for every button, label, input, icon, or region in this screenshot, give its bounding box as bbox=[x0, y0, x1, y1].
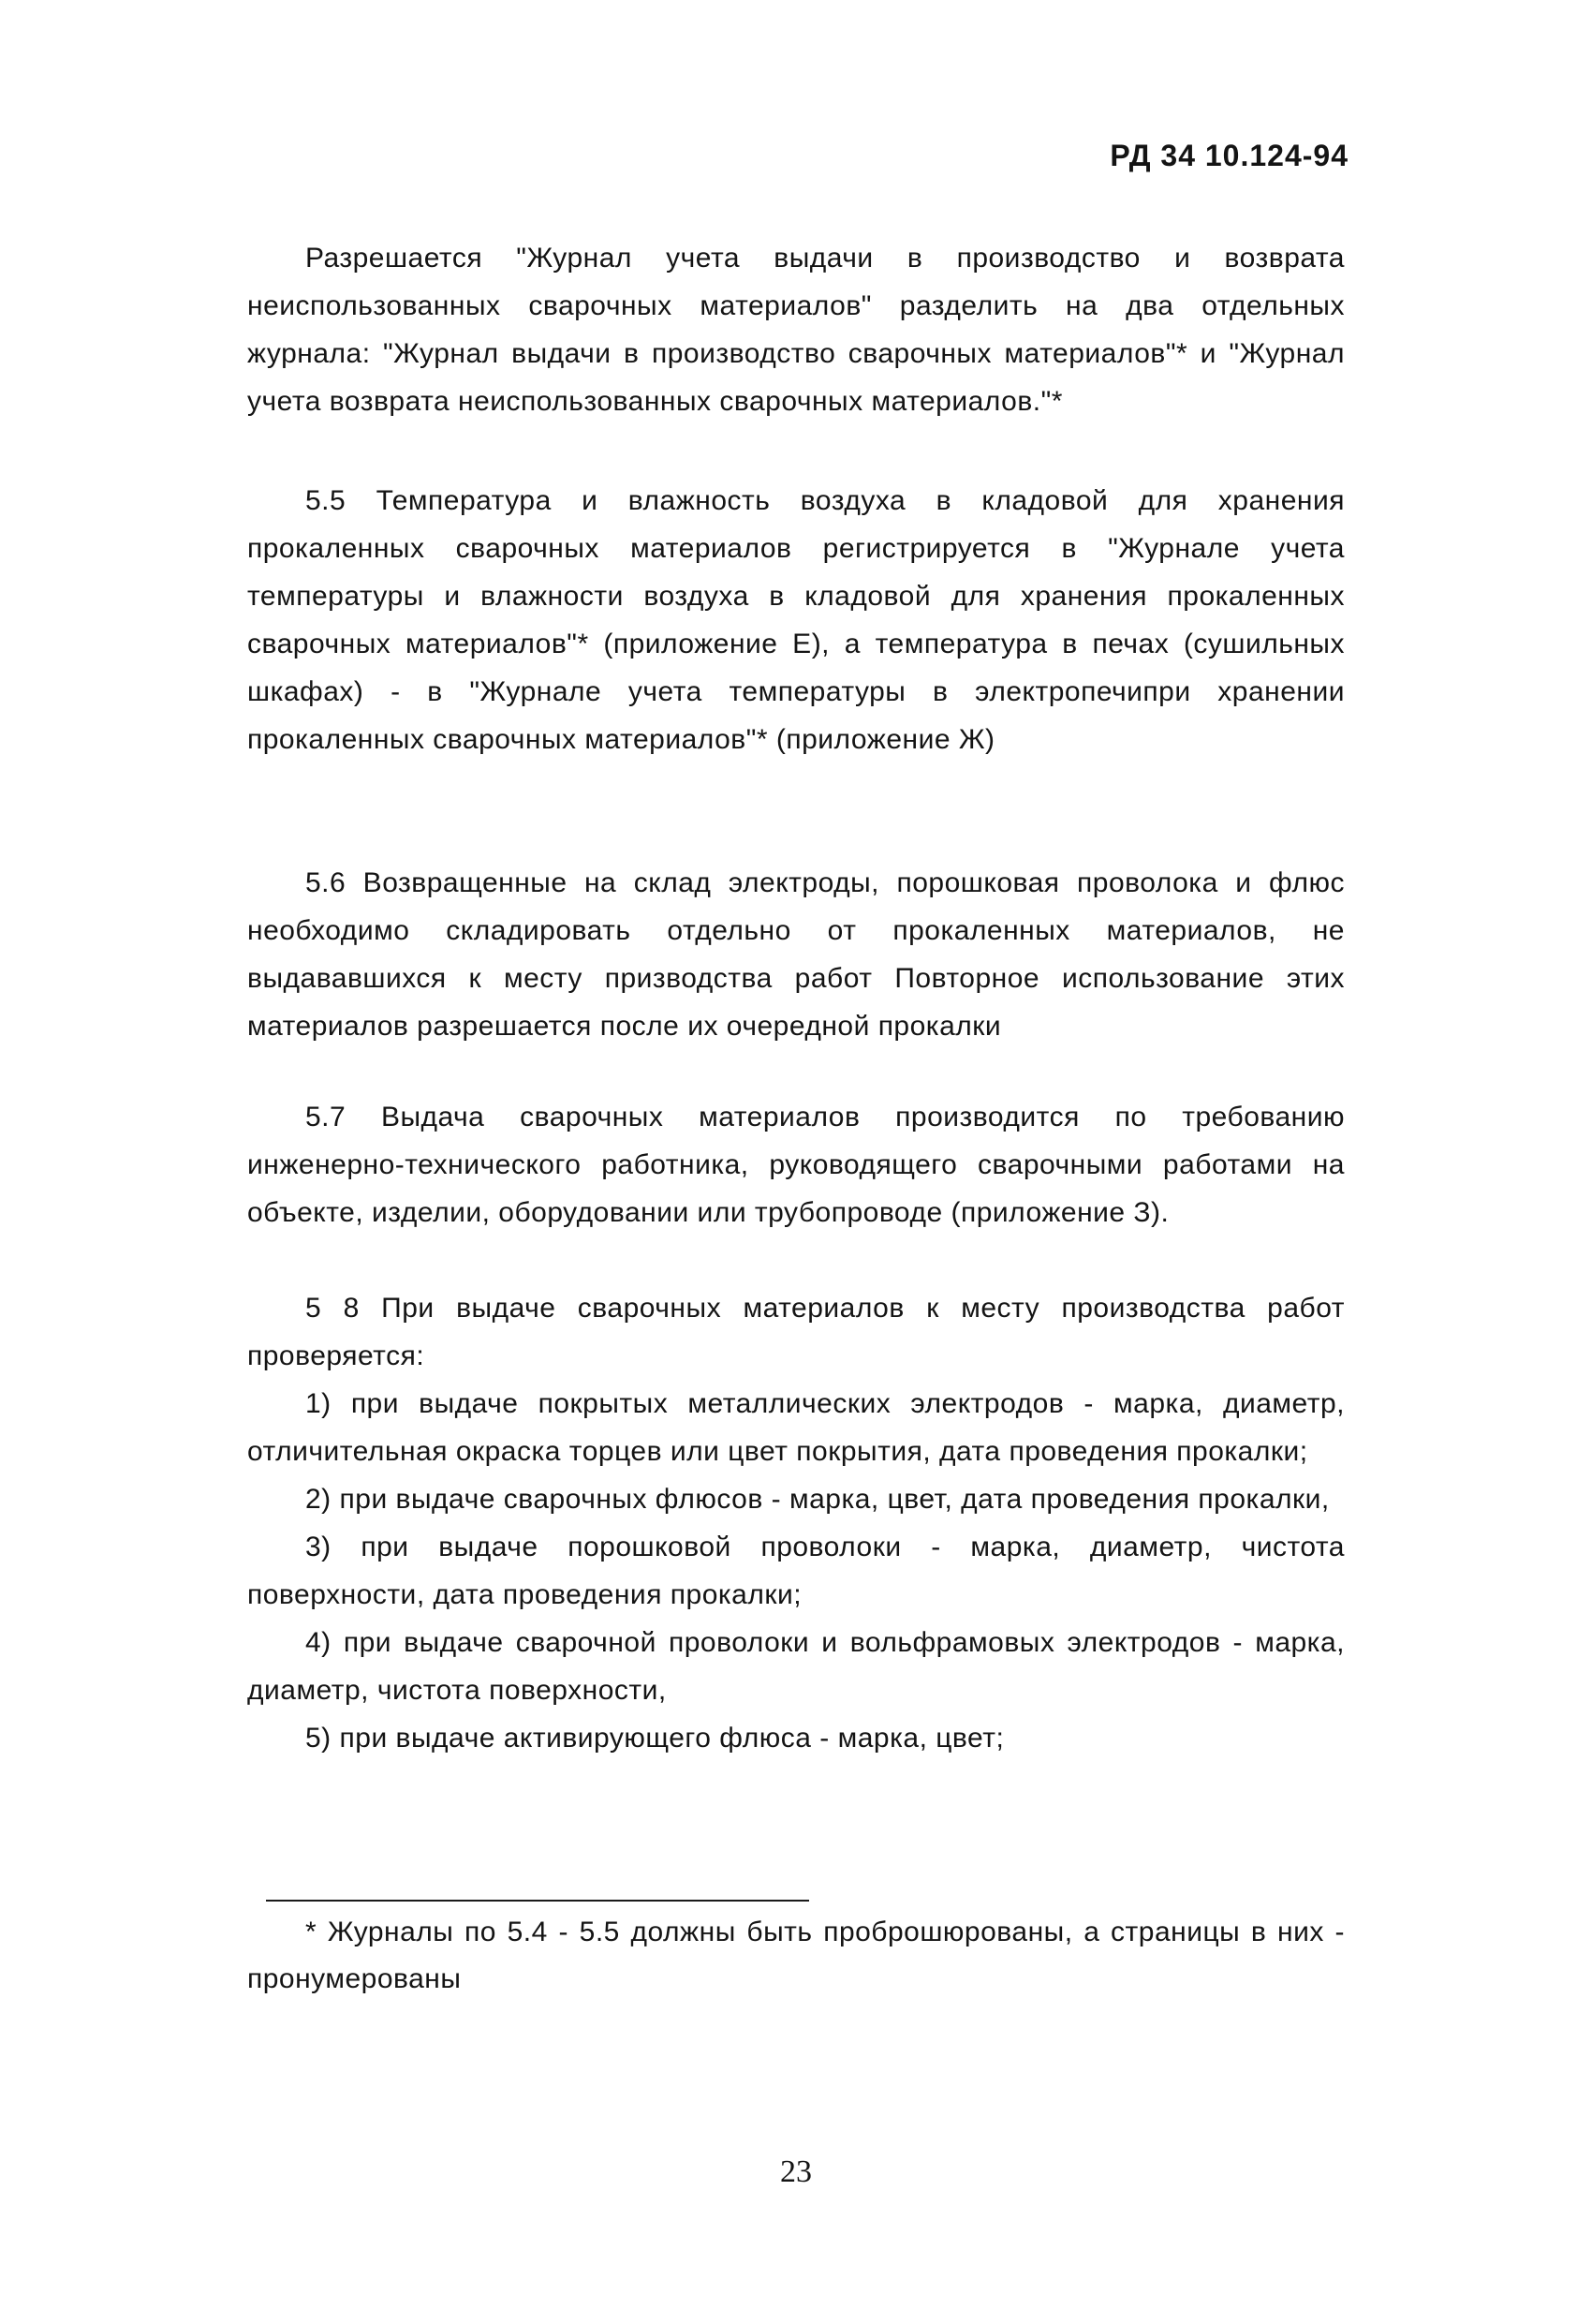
footnote-text: * Журналы по 5.4 - 5.5 должны быть проброшюрованы, а страницы в них - пронумерованы bbox=[247, 1917, 1345, 1994]
page-number: 23 bbox=[780, 2154, 812, 2189]
list-item: 1) при выдаче покрытых металлических электродов - марка, диаметр, отличительная окраска торцев или цвет покрытия, дата проведения прокалки; bbox=[247, 1388, 1345, 1467]
list-item: 4) при выдаче сварочной проволоки и вольфрамовых электродов - марка, диаметр, чистота поверхности, bbox=[247, 1627, 1345, 1706]
document-code: РД 34 10.124-94 bbox=[1110, 139, 1349, 172]
section-5-8 bbox=[247, 1284, 1345, 1762]
intro-paragraph bbox=[247, 234, 1345, 425]
list-item: 2) при выдаче сварочных флюсов - марка, цвет, дата проведения прокалки, bbox=[305, 1484, 1330, 1515]
paragraph-text: 5.5 Температура и влажность воздуха в кладовой для хранения прокаленных сварочных материалов регистрируется в "Журнале учета температуры и влажности воздуха в кладовой для хранения прокаленных сварочных материалов"* (приложение Е), а температура в печах (сушильных шкафах) - в "Журнале учета температуры в электропечипри хранении прокаленных сварочных материалов"* (приложение Ж) bbox=[247, 485, 1345, 755]
list-item: 5) при выдаче активирующего флюса - марка, цвет; bbox=[305, 1723, 1005, 1754]
footnote bbox=[247, 1909, 1345, 2003]
paragraph-text: 5.7 Выдача сварочных материалов производится по требованию инженерно-технического работника, руководящего сварочными работами на объекте, изделии, оборудовании или трубопроводе (приложение З). bbox=[247, 1102, 1345, 1228]
list-item: 3) при выдаче порошковой проволоки - марка, диаметр, чистота поверхности, дата проведения прокалки; bbox=[247, 1532, 1345, 1610]
paragraph-text: 5 8 При выдаче сварочных материалов к месту производства работ проверяется: bbox=[247, 1293, 1345, 1371]
section-5-5 bbox=[247, 477, 1345, 763]
footnote-divider bbox=[266, 1900, 809, 1902]
section-5-7 bbox=[247, 1093, 1345, 1236]
paragraph-text: 5.6 Возвращенные на склад электроды, порошковая проволока и флюс необходимо складировать отдельно от прокаленных материалов, не выдававшихся к месту призводства работ Повторное использование этих материалов разрешается после их очередной прокалки bbox=[247, 867, 1345, 1042]
paragraph-text: Разрешается "Журнал учета выдачи в производство и возврата неиспользованных сварочных материалов" разделить на два отдельных журнала: "Журнал выдачи в производство сварочных материалов"* и "Журнал учета возврата неиспользованных сварочных материалов."* bbox=[247, 243, 1345, 417]
section-5-6 bbox=[247, 859, 1345, 1050]
